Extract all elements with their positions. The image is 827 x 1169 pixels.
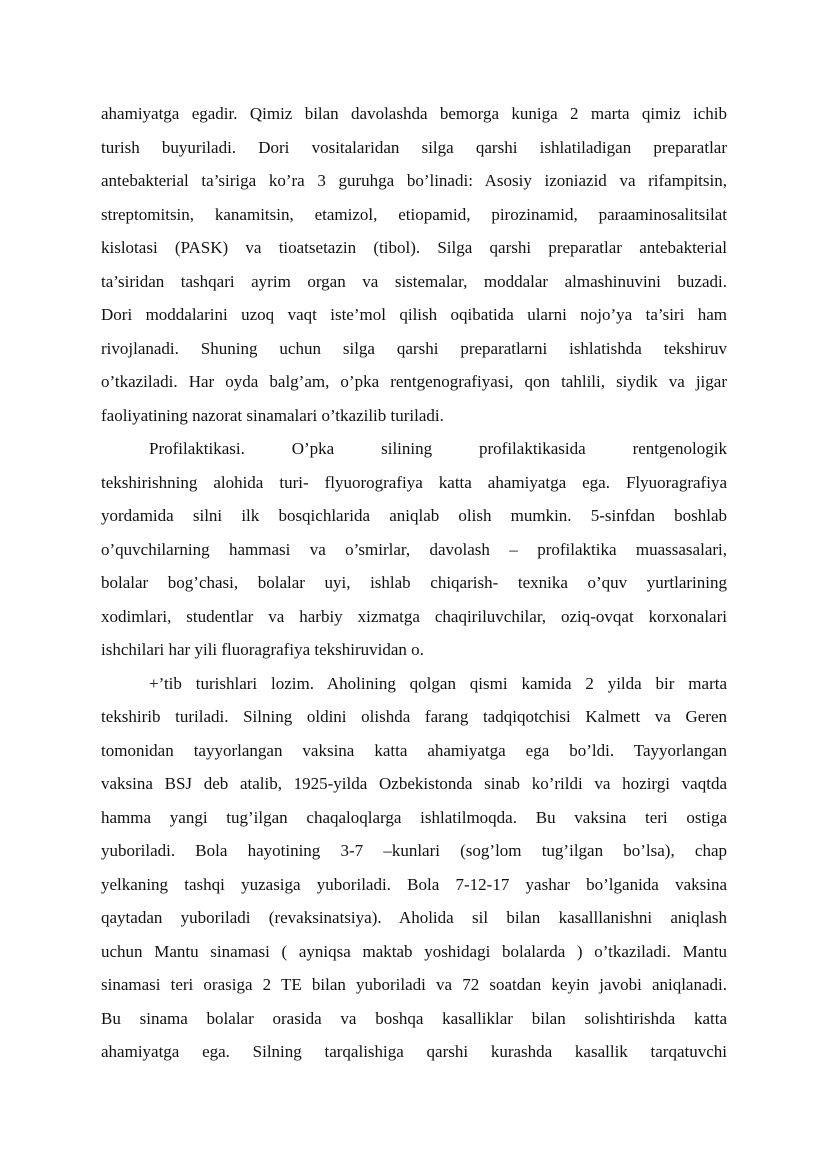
- paragraph: [101, 97, 727, 432]
- text-line: Profilaktikasi. O’pka silining profilaktikasida rentgenologik: [149, 439, 727, 458]
- text-line: Bu sinama bolalar orasida va boshqa kasalliklar bilan solishtirishda katta: [101, 1008, 727, 1028]
- paragraph: [101, 667, 727, 1069]
- text-line: ahamiyatga ega. Silning tarqalishiga qarshi kurashda kasallik tarqatuvchi: [101, 1042, 727, 1061]
- text-line: tekshirishning alohida turi- flyuorografiya katta ahamiyatga ega. Flyuoragrafiya: [101, 472, 727, 492]
- text-line: faoliyatining nazorat sinamalari o’tkazilib turiladi.: [101, 405, 444, 425]
- text-line: uchun Mantu sinamasi ( ayniqsa maktab yoshidagi bolalarda ) o’tkaziladi. Mantu: [101, 941, 727, 961]
- text-line: bolalar bog’chasi, bolalar uyi, ishlab chiqarish- texnika o’quv yurtlarining: [101, 573, 727, 592]
- text-line: hamma yangi tug’ilgan chaqaloqlarga ishlatilmoqda. Bu vaksina teri ostiga: [101, 807, 727, 827]
- text-line: yuboriladi. Bola hayotining 3-7 –kunlari (sog’lom tug’ilgan bo’lsa), chap: [101, 841, 727, 860]
- text-line: streptomitsin, kanamitsin, etamizol, etiopamid, pirozinamid, paraaminosalitsilat: [101, 204, 727, 224]
- text-line: ta’siridan tashqari ayrim organ va sistemalar, moddalar almashinuvini buzadi.: [101, 271, 727, 291]
- text-line: ahamiyatga egadir. Qimiz bilan davolashda bemorga kuniga 2 marta qimiz ichib: [101, 104, 727, 123]
- document-page: [101, 97, 727, 1069]
- text-line: sinamasi teri orasiga 2 TE bilan yuboriladi va 72 soatdan keyin javobi aniqlanadi.: [101, 975, 727, 994]
- text-line: vaksina BSJ deb atalib, 1925-yilda Ozbekistonda sinab ko’rildi va hozirgi vaqtda: [101, 774, 727, 793]
- text-line: antebakterial ta’siriga ko’ra 3 guruhga bo’linadi: Asosiy izoniazid va rifampitsin,: [101, 171, 727, 190]
- text-line: yordamida silni ilk bosqichlarida aniqlab olish mumkin. 5-sinfdan boshlab: [101, 506, 727, 525]
- text-line: ishchilari har yili fluoragrafiya tekshiruvidan o.: [101, 640, 424, 659]
- text-line: tomonidan tayyorlangan vaksina katta ahamiyatga ega bo’ldi. Tayyorlangan: [101, 740, 727, 760]
- text-line: rivojlanadi. Shuning uchun silga qarshi preparatlarni ishlatishda tekshiruv: [101, 338, 727, 358]
- text-line: o’quvchilarning hammasi va o’smirlar, davolash – profilaktika muassasalari,: [101, 539, 727, 559]
- text-line: o’tkaziladi. Har oyda balg’am, o’pka rentgenografiyasi, qon tahlili, siydik va jigar: [101, 372, 727, 391]
- text-line: qaytadan yuboriladi (revaksinatsiya). Aholida sil bilan kasalllanishni aniqlash: [101, 908, 727, 927]
- text-line: turish buyuriladi. Dori vositalaridan silga qarshi ishlatiladigan preparatlar: [101, 137, 727, 157]
- text-line: tekshirib turiladi. Silning oldini olishda farang tadqiqotchisi Kalmett va Geren: [101, 707, 727, 726]
- text-line: +’tib turishlari lozim. Aholining qolgan qismi kamida 2 yilda bir marta: [149, 673, 727, 693]
- text-line: xodimlari, studentlar va harbiy xizmatga chaqiriluvchilar, oziq-ovqat korxonalari: [101, 606, 727, 626]
- text-line: yelkaning tashqi yuzasiga yuboriladi. Bola 7-12-17 yashar bo’lganida vaksina: [101, 874, 727, 894]
- paragraph: [101, 432, 727, 667]
- text-line: kislotasi (PASK) va tioatsetazin (tibol). Silga qarshi preparatlar antebakterial: [101, 238, 727, 257]
- text-line: Dori moddalarini uzoq vaqt iste’mol qilish oqibatida ularni nojo’ya ta’siri ham: [101, 305, 727, 324]
